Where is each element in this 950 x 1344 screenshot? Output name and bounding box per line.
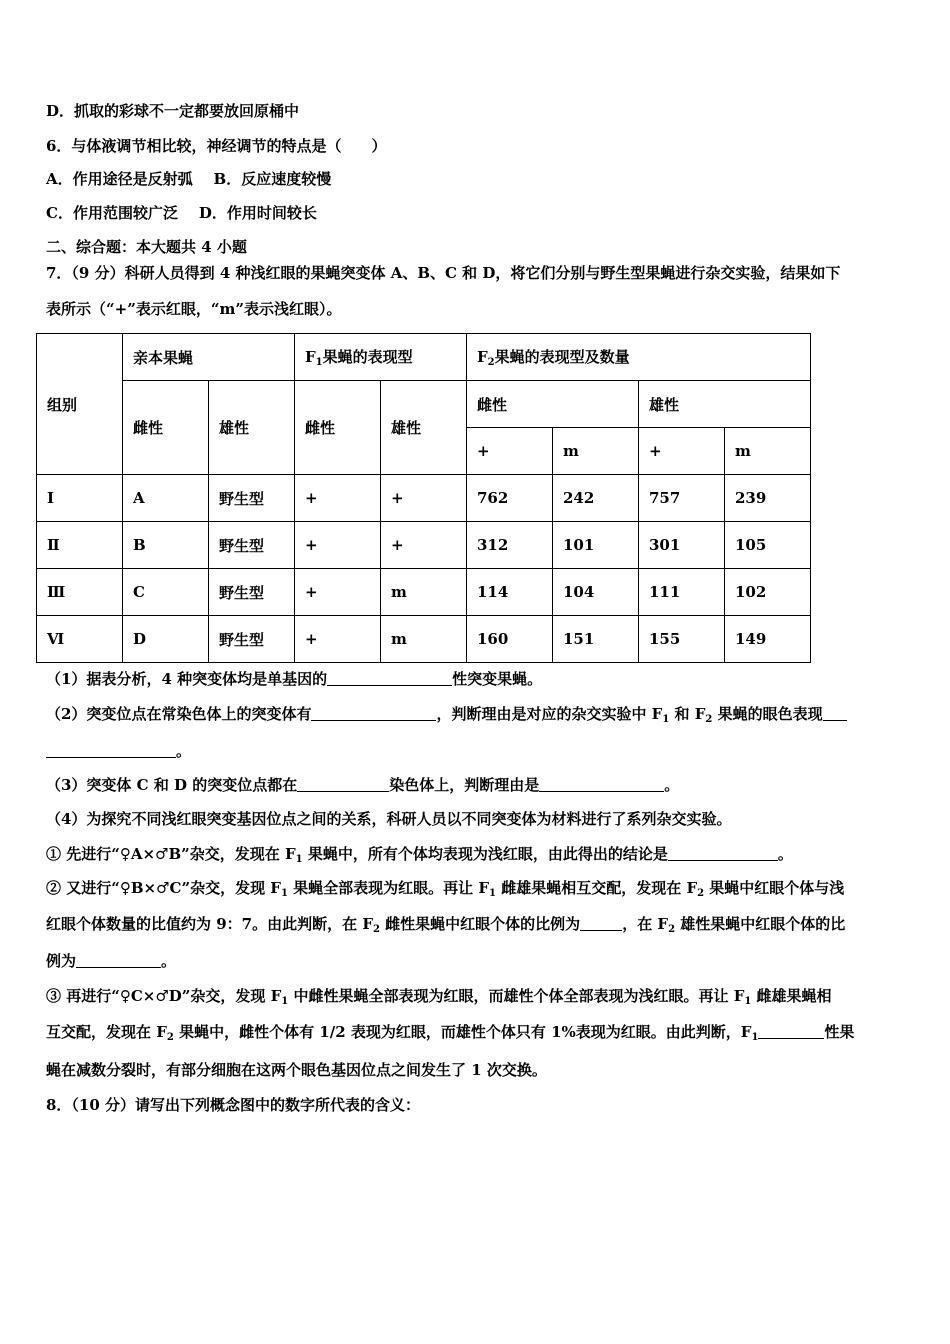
answer-blank[interactable] xyxy=(311,706,436,721)
q7-part2-line1: （2）突变位点在常染色体上的突变体有 ，判断理由是对应的杂交实验中 $F_1$ 和 $F_2$ 果蝇的眼色表现 xyxy=(46,704,847,730)
cell-f2-male-plus: 301 xyxy=(639,522,725,569)
answer-blank[interactable] xyxy=(76,953,161,968)
cell-f2-female-m: 101 xyxy=(553,522,639,569)
answer-blank[interactable] xyxy=(46,743,176,758)
cell-f2-female-plus: 312 xyxy=(467,522,553,569)
header-f1-female: 雌性 xyxy=(295,381,381,475)
header-f2-male-m: m xyxy=(725,428,811,475)
cell-female: C xyxy=(123,569,209,616)
answer-blank[interactable] xyxy=(823,706,847,721)
q6-stem: 6．与体液调节相比较，神经调节的特点是（ ） xyxy=(46,137,387,155)
q7-step2-line3: 例为 。 xyxy=(46,952,177,970)
section-2-title: 二、综合题：本大题共 4 小题 xyxy=(46,238,247,256)
cell-f1-female: + xyxy=(295,475,381,522)
table-row xyxy=(37,475,811,522)
answer-blank[interactable] xyxy=(327,671,452,686)
cell-f2-female-plus: 160 xyxy=(467,616,553,663)
cell-female: D xyxy=(123,616,209,663)
answer-blank[interactable] xyxy=(539,777,664,792)
q7-stem-line2: 表所示（“+”表示红眼，“m”表示浅红眼）。 xyxy=(46,300,342,318)
header-f2-male: 雄性 xyxy=(639,381,811,428)
q6-option-d: D．作用时间较长 xyxy=(198,204,317,222)
header-f2: $F_2$果蝇的表现型及数量 xyxy=(467,334,811,381)
cell-f2-male-m: 149 xyxy=(725,616,811,663)
q7-part2-line2: 。 xyxy=(46,741,191,761)
header-f1: $F_1$果蝇的表现型 xyxy=(295,334,467,381)
q6-option-c: C．作用范围较广泛 xyxy=(46,204,178,222)
header-f1-male: 雄性 xyxy=(381,381,467,475)
header-parent: 亲本果蝇 xyxy=(123,334,295,381)
cell-group: Ⅰ xyxy=(37,475,123,522)
cell-group: Ⅲ xyxy=(37,569,123,616)
table-row xyxy=(37,616,811,663)
q7-step3-line3: 蝇在减数分裂时，有部分细胞在这两个眼色基因位点之间发生了 1 次交换。 xyxy=(46,1061,547,1079)
q6-options-ab xyxy=(46,169,331,189)
header-parent-female: 雌性 xyxy=(123,381,209,475)
header-parent-male: 雄性 xyxy=(209,381,295,475)
q5-option-d: D．抓取的彩球不一定都要放回原桶中 xyxy=(46,102,300,120)
cell-f2-female-m: 104 xyxy=(553,569,639,616)
table-row xyxy=(37,522,811,569)
q7-step3-line2: 互交配，发现在 $F_2$ 果蝇中，雌性个体有 1/2 表现为红眼，而雄性个体只有 1%表现为红眼。由此判断，$F_1$ 性果 xyxy=(46,1023,855,1043)
q7-results-table xyxy=(36,333,811,663)
header-f2-female: 雌性 xyxy=(467,381,639,428)
q6-options-cd xyxy=(46,203,317,223)
q6-option-a: A．作用途径是反射弧 xyxy=(46,170,193,188)
cell-f1-female: + xyxy=(295,569,381,616)
q7-step2-line2: 红眼个体数量的比值约为 9：7。由此判断，在 $F_2$ 雌性果蝇中红眼个体的比例为 ，在 $F_2$ 雄性果蝇中红眼个体的比 xyxy=(46,915,846,935)
cell-f2-male-plus: 155 xyxy=(639,616,725,663)
header-f2-female-plus: + xyxy=(467,428,553,475)
q7-part3: （3）突变体 C 和 D 的突变位点都在 染色体上，判断理由是 。 xyxy=(46,776,680,794)
cell-female: A xyxy=(123,475,209,522)
cell-male: 野生型 xyxy=(209,475,295,522)
cell-female: B xyxy=(123,522,209,569)
cell-group: Ⅱ xyxy=(37,522,123,569)
cell-f2-male-m: 105 xyxy=(725,522,811,569)
cell-f2-female-plus: 762 xyxy=(467,475,553,522)
header-group: 组别 xyxy=(37,334,123,475)
answer-blank[interactable] xyxy=(580,916,622,931)
cell-f2-male-plus: 757 xyxy=(639,475,725,522)
q7-step1: ① 先进行“♀A×♂B”杂交，发现在 $F_1$ 果蝇中，所有个体均表现为浅红眼，由此得出的结论是 。 xyxy=(46,845,793,865)
cell-f2-female-m: 151 xyxy=(553,616,639,663)
cell-f2-male-m: 239 xyxy=(725,475,811,522)
q7-part4: （4）为探究不同浅红眼突变基因位点之间的关系，科研人员以不同突变体为材料进行了系列杂交实验。 xyxy=(46,810,732,828)
header-f2-female-m: m xyxy=(553,428,639,475)
cell-f2-female-plus: 114 xyxy=(467,569,553,616)
cell-f1-female: + xyxy=(295,616,381,663)
cell-f1-male: m xyxy=(381,569,467,616)
table-row xyxy=(37,569,811,616)
cell-f1-male: m xyxy=(381,616,467,663)
cell-f1-male: + xyxy=(381,522,467,569)
cell-f2-male-m: 102 xyxy=(725,569,811,616)
q7-step2-line1: ② 又进行“♀B×♂C”杂交，发现 $F_1$ 果蝇全部表现为红眼。再让 $F_1$ 雌雄果蝇相互交配，发现在 $F_2$ 果蝇中红眼个体与浅 xyxy=(46,879,845,899)
answer-blank[interactable] xyxy=(297,777,389,792)
q7-stem-line1: 7．（9 分）科研人员得到 4 种浅红眼的果蝇突变体 A、B、C 和 D，将它们分别与野生型果蝇进行杂交实验，结果如下 xyxy=(46,264,841,282)
cell-male: 野生型 xyxy=(209,569,295,616)
cell-male: 野生型 xyxy=(209,616,295,663)
cell-f1-male: + xyxy=(381,475,467,522)
cell-group: Ⅵ xyxy=(37,616,123,663)
answer-blank[interactable] xyxy=(758,1024,824,1039)
answer-blank[interactable] xyxy=(668,846,778,861)
cell-f2-male-plus: 111 xyxy=(639,569,725,616)
q7-step3-line1: ③ 再进行“♀C×♂D”杂交，发现 $F_1$ 中雌性果蝇全部表现为红眼，而雄性个体全部表现为浅红眼。再让 $F_1$ 雌雄果蝇相 xyxy=(46,987,832,1007)
cell-f1-female: + xyxy=(295,522,381,569)
q7-part1: （1）据表分析，4 种突变体均是单基因的 性突变果蝇。 xyxy=(46,670,543,688)
q8-stem: 8．（10 分）请写出下列概念图中的数字所代表的含义： xyxy=(46,1096,421,1114)
header-f2-male-plus: + xyxy=(639,428,725,475)
cell-f2-female-m: 242 xyxy=(553,475,639,522)
cell-male: 野生型 xyxy=(209,522,295,569)
q6-option-b: B．反应速度较慢 xyxy=(213,170,332,188)
